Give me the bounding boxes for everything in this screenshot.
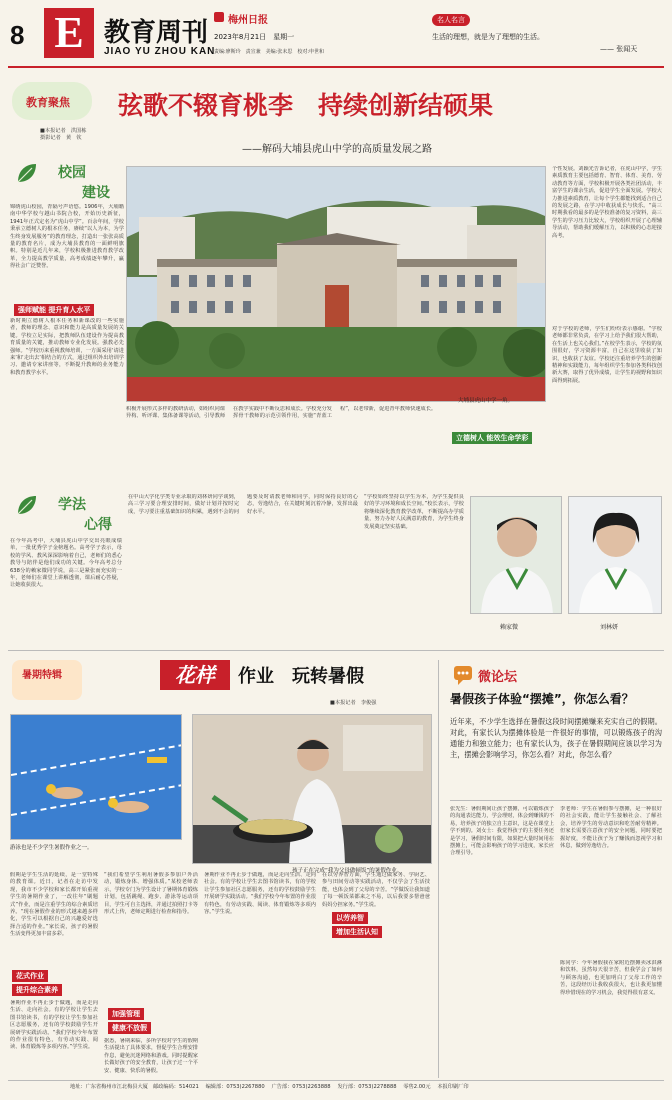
forum-lead: 近年来，不少学生选择在暑假这段时间摆摊赚来充实自己的假期。对此，有家长认为摆摊体验是一件很好的事情，可以锻炼孩子的沟通能力和独立能力；也有家长认为，孩子在暑假期间应该以学习为主，摆摊会影响学习，你怎么看？对此，你怎么看？ [450, 717, 662, 759]
forum-rule [450, 800, 662, 801]
column-divider [438, 660, 439, 1078]
section-pinyin: JIAO YU ZHOU KAN [104, 46, 216, 57]
footer-phone-ads: 广告部：0753)2263888 [271, 1084, 331, 1090]
date-text: 2023年8月21日 [214, 33, 267, 41]
pill-labor: 以劳养智 [332, 912, 368, 924]
cooking-photo-caption: 孩子正在完成“我为父母做顿饭”的暑假作业。 [292, 868, 403, 874]
summer-text-col-mid: 暑期作业不再止步于做题，而是走向生活、走向社会。有的学校让学生去图书馆读书，有的学校让学生参加社区志愿服务，还有的学校鼓励学生开展研学实践活动。“我们学校今年布置的作业很有特色，有劳动实践、阅读、体育锻炼等多项内容。”学生说。 [204, 872, 316, 916]
summer-headline-flower: 花样 [160, 660, 230, 690]
section-letter: E [44, 8, 94, 58]
summer-text-col3: “我们希望学生利用暑假多参加户外活动，锻炼身体、增强体质。”某校老师表示，学校专门为学生设计了暑期体育锻炼计划，包括跳绳、跑步、游泳等运动项目，学生可自主选择，并通过拍照打卡等形式上传，老师定期进行检查和指导。 [104, 872, 198, 916]
footer-line [70, 1084, 469, 1091]
pill-comprehensive: 提升综合素养 [12, 984, 62, 996]
section-pill-moral: 立德树人 能效生命学彩 [452, 432, 532, 444]
leaf-icon-2 [14, 492, 40, 518]
swimming-photo [10, 714, 182, 840]
pill-management: 加强管理 [108, 1008, 144, 1020]
paper-name: 梅州日报 [228, 15, 268, 26]
forum-text-col3: 陈同学：今年暑假我在家附近摆摊卖冰淇淋和饮料，虽然每天很辛苦，但我学会了如何与顾客沟通，也更加明白了父母工作的辛苦，这段经历让我收获很大，也让我更加懂得珍惜现在的学习机会，我觉得很有意义。 [560, 960, 662, 996]
swimming-photo-caption: 游泳也是不少学生暑假作业之一。 [10, 845, 93, 851]
footer-price: 零售2.00元 [403, 1084, 431, 1090]
paper-logo [214, 12, 224, 22]
summer-text-col1: 假期是学生生活的延续，是一堂特殊的教育课。近日，记者在走访中发现，我市不少学校和家长都开始重视学生的暑期作业了，一改往年“刷题式”作业，而是注重学生的综合素质培养。“现在暑假作业的形式越来越多样化，学生可以根据自己的兴趣爱好选择合适的作业。”家长说，孩子的暑假生活变得更加丰富多彩。 [10, 872, 98, 938]
footer-phone-editorial: 编辑部：0753)2267880 [205, 1084, 265, 1090]
masthead-rule [8, 66, 664, 68]
campus-photo-caption: 大埔县虎山中学一角。 [458, 398, 514, 404]
section-divider [8, 650, 664, 651]
section-head-study-b: 心得 [84, 517, 112, 533]
footer-rule [8, 1080, 664, 1081]
summer-text-col5: 在以劳养智方面，学生通过做家务、学厨艺、参与田间劳动等实践活动，不仅学会了生活技能，也体会到了父母的辛苦。“学做饭让我知道了每一顿饭菜都来之不易，以后我要多帮爸爸妈妈分担家务。”学生说。 [322, 872, 430, 908]
feature-text-col8: 对于学校的老师，学生们纷纷表示感谢。“学校老师都非常负责，在学习上给予我们很大帮助，在生活上也关心我们。”在校学生表示，学校的氛围很好，学习资源丰富，自己在这里收获了知识，也收获了友谊。学校还注重培养学生的创新精神和实践能力，每年组织学生参加各类科技创新大赛，取得了优异成绩，让学生的视野和知识面得到拓展。 [552, 326, 662, 384]
feature-tag [12, 82, 92, 120]
campus-photo [126, 166, 546, 402]
summer-byline: ■本报记者 李俊强 [330, 700, 377, 706]
footer-printer: 本报印刷厂印 [437, 1084, 469, 1090]
feature-text-col7: 个性发展。刘颖光告诉记者，在虎山中学，学生素质教育主要包括德育、智育、体育、美育、劳动教育等方面，学校积极开展各类社团活动，丰富学生的课余生活，促进学生全面发展。学校大力推进素质教育，让每个学生都能找到适合自己的发展之路，在学习中收获成长与快乐。“高三时期我看的最多的是学校准备的复习资料，高三学生的学习压力比较大，学校组织开展了心理辅导活动，帮助我们缓解压力，以积极的心态迎接高考。 [552, 166, 662, 239]
feature-text-col4: 在今年高考中，大埔县虎山中学交出亮眼成绩单，一批优秀学子金榜题名。高考学子表示，母校的学风、教风深深影响着自己，老师们的悉心教导与陪伴是他们成功的关键。今年高考总分638分的赖家微同学说，高三是紧张而充实的一年，老师们在课堂上讲解透彻，课后耐心答疑，让她收获很大。 [10, 538, 122, 589]
forum-text-col1: 张先生：暑假期间让孩子摆摊，可以锻炼孩子的沟通表达能力，学会理财，体会到赚钱的不易，培养孩子的独立自主意识，这是在课堂上学不到的。刘女士：我觉得孩子的主要任务还是学习，暑假时间有限，如果把大量时间用在摆摊上，可能会影响孩子的学习进度，家长应合理引导。 [450, 806, 554, 857]
portrait-1-caption: 赖家微 [500, 624, 519, 631]
forum-tag: 微论坛 [478, 670, 518, 685]
student-portrait-2 [568, 496, 662, 614]
student-portrait-1 [470, 496, 562, 614]
section-pill-teachers: 强师赋能 提升育人水平 [14, 304, 94, 316]
feature-text-col2: 新时期立德树人根本任务和新课改的一些实施者，教师的理念、意识和能力是高质量发展的关键。学校立足实际，把教师队伍建设作为提高教育质量的关键，推动教师专业化发展。强教必先强师。“学校历来重视教师培训，一方面采用‘请进来’和‘走出去’相结合的方式，通过组织外出培训学习、邀请专家讲座等，不断提升教师的业务能力和教育教学水平。 [10, 318, 124, 376]
summer-tag [12, 660, 82, 700]
pill-fancy-homework: 花式作业 [12, 970, 48, 982]
feature-text-col6: “学校始终坚持以学生为本，为学生提供良好的学习环境和成长空间。”校长表示，学校将继续深化教育教学改革，不断提高办学质量，努力办好人民满意的教育，为学生终身发展奠定坚实基础。 [364, 494, 464, 530]
feature-tag-label: 教育聚焦 [26, 96, 70, 109]
pill-health: 健康不放假 [108, 1022, 151, 1034]
section-title: 教育周刊 [104, 18, 209, 48]
summer-text-col2: 暑期作业不再止步于做题，而是走向生活、走向社会。有的学校让学生去图书馆读书，有的学校让学生参加社区志愿服务，还有的学校鼓励学生开展研学实践活动。“我们学校今年布置的作业很有特色，有劳动实践、阅读、体育锻炼等多项内容。”学生说。 [10, 1000, 98, 1051]
cooking-photo [192, 714, 432, 864]
byline-reporter: ■本报记者 洪国栋 [40, 128, 87, 134]
editor-credits: 责编:廖斯玲 责宣兼 美编:张未思 校对:申世和 [214, 49, 325, 55]
page-number: 8 [10, 20, 25, 50]
leaf-icon [14, 160, 40, 186]
summer-headline: 作业 玩转暑假 [238, 666, 364, 687]
footer-phone-distribution: 发行部：0753)2278888 [337, 1084, 397, 1090]
forum-icon [452, 664, 474, 686]
weekday-text: 星期一 [273, 33, 295, 41]
summer-tag-label: 暑期特辑 [22, 670, 62, 681]
portrait-2-caption: 刘林妍 [600, 624, 619, 631]
feature-text-col1: 锦绣虎山校园，青隔号声语悠。1906年，大埔籍南中华学校与越山书院合校，开始历史新征，1941年正式定名为“虎山中学”。百余年间，学校秉承立德树人的根本任务，赓续“以人为本，为学生终身发展服务”的教育理念，打造出一张张高质量的教育名片，成为大埔县教育的一面鲜明旗帜。特别是近几年来，学校积极推进教育教学改革，全力提高教学质量，高考成绩逐年攀升，赢得社会广泛赞誉。 [10, 204, 124, 270]
byline-photographer: 摄影记者 黄 钦 [40, 135, 82, 142]
feature-text-col3: 积极开展形式多样的教研活动，如组织同课异构、听评课、集体备课等活动，引导教师在教学实践中不断反思和成长。学校充分发挥骨干教师的示范引领作用，实施“青蓝工程”，以老带新，促进青年教师快速成长。 [126, 406, 437, 420]
issue-date [214, 32, 294, 42]
forum-text-col2: 李老师：学生在暑假参与摆摊，是一种很好的社会实践，能让学生接触社会、了解社会，培养学生的劳动意识和吃苦耐劳精神。但家长需要注意孩子的安全问题，同时要把握好度，不能让孩子为了赚钱而忽视学习和休息，做到劳逸结合。 [560, 806, 662, 850]
summer-text-col4: 据悉，暑期来临，多所学校对学生的假期生活提出了具体要求，督促学生合理安排作息，避免沉迷网络和游戏。同时提醒家长做好孩子的安全教育，让孩子过一个平安、健康、快乐的暑假。 [104, 1038, 198, 1074]
quote-badge: 名人名言 [432, 14, 470, 26]
feature-headline: 弦歌不辍育桃李 持续创新结硕果 [118, 91, 494, 120]
section-head-campus-b: 建设 [82, 185, 110, 201]
section-head-study-a: 学法 [58, 497, 86, 513]
feature-byline [40, 128, 86, 142]
feature-text-col5: 在中山大学化学类专业录取的刘林妍同学谈到，高三学习要合理安排时间，做好计划并按时完成，学习要注重基础知识的积累，遇到不会的问题要及时请教老师和同学，同时保持良好的心态，劳逸结合，在关键时刻沉着冷静，发挥出最好水平。 [128, 494, 358, 515]
quote-text: 生活的理想，就是为了理想的生活。 [432, 33, 544, 41]
quote-author: —— 张闻天 [600, 45, 638, 53]
pill-life: 增加生活认知 [332, 926, 382, 938]
feature-subheadline: ——解码大埔县虎山中学的高质量发展之路 [242, 144, 432, 155]
forum-title: 暑假孩子体验“摆摊”，你怎么看？ [450, 692, 634, 706]
section-head-campus-a: 校园 [58, 165, 86, 181]
footer-address: 地址：广东省梅州市江北梅县大厦 邮政编码：514021 [70, 1084, 199, 1090]
